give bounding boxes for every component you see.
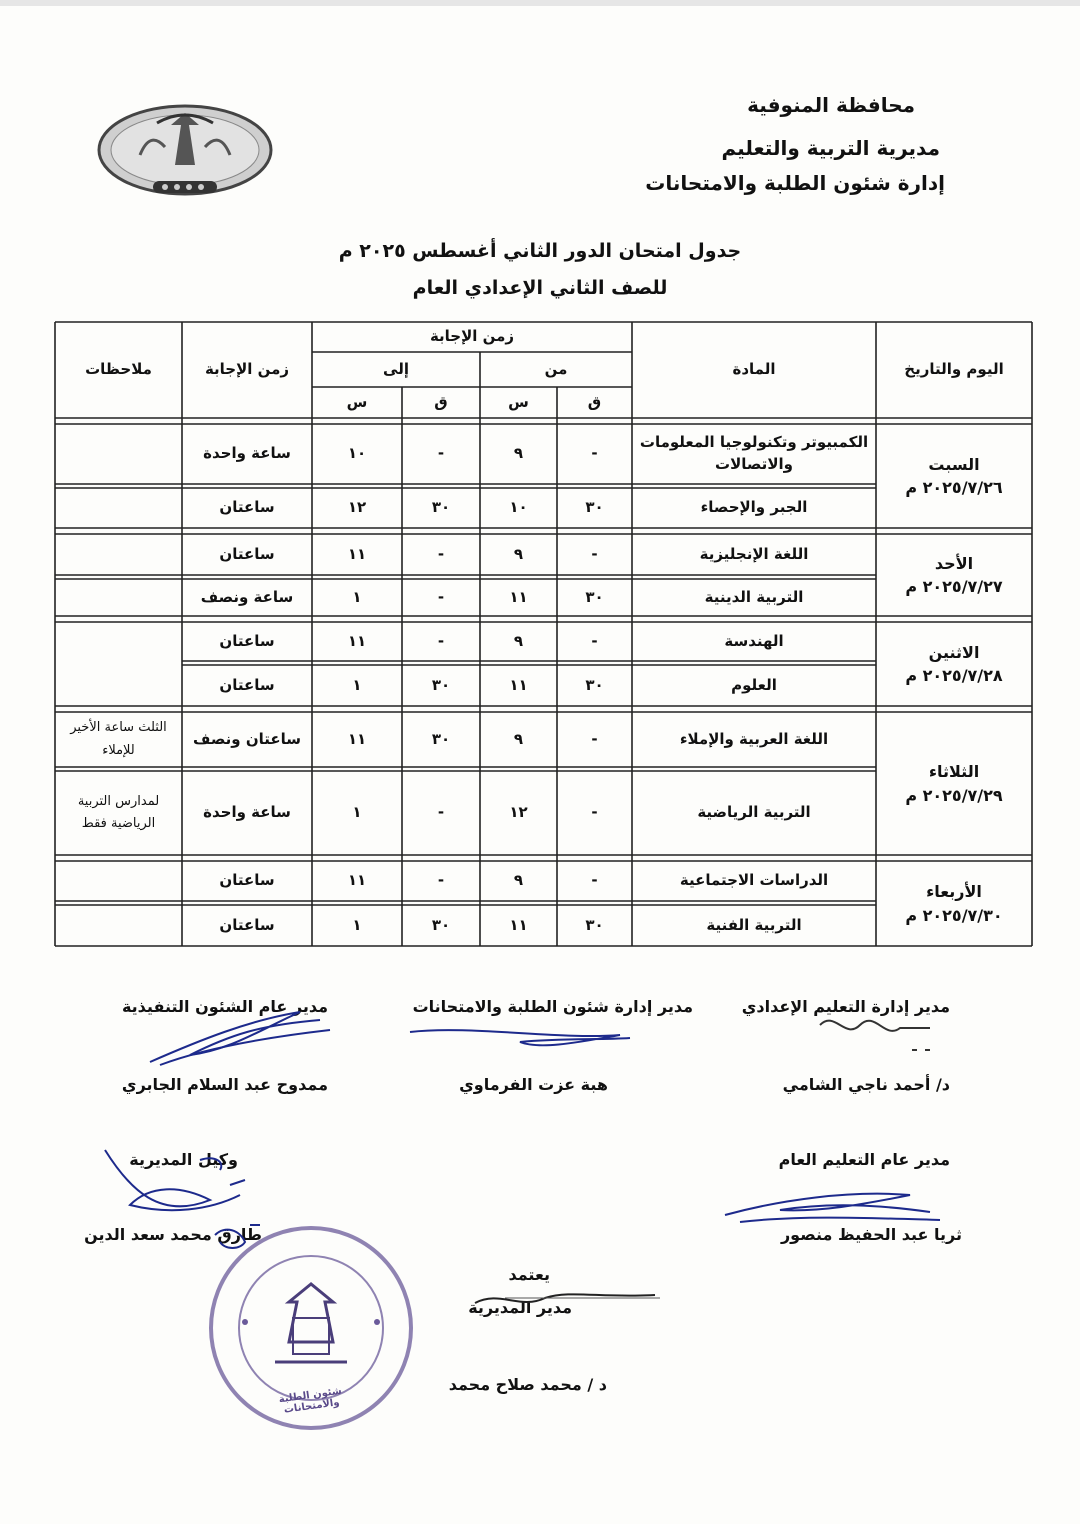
subject-cell: التربية الرياضية — [697, 803, 811, 822]
to-hours-cell: ١١ — [347, 631, 367, 650]
governorate-label: محافظة المنوفية — [747, 93, 915, 117]
header-to-hours: س — [346, 392, 368, 411]
subject-cell: اللغة العربية والإملاء — [679, 729, 829, 748]
duration-cell: ساعتان ونصف — [193, 729, 302, 748]
notes-cell — [55, 424, 182, 484]
to-hours-cell: ١ — [352, 675, 362, 694]
director-signature-scribble — [475, 1294, 655, 1303]
to-hours-cell: ١ — [352, 915, 362, 934]
students-director-title: مدير إدارة شئون الطلبة والامتحانات — [412, 997, 693, 1016]
duration-cell: ساعتان — [219, 915, 275, 934]
students-director-name: هبة عزت الفرماوي — [459, 1075, 608, 1094]
official-stamp — [205, 1222, 417, 1434]
schedule-subtitle: للصف الثاني الإعدادي العام — [412, 277, 668, 299]
from-minutes-cell: - — [591, 803, 598, 822]
notes-cell — [55, 488, 182, 528]
from-minutes-cell: - — [591, 444, 598, 463]
to-hours-cell: ١١ — [347, 544, 367, 563]
to-hours-cell: ١٢ — [347, 498, 367, 517]
director-title: مدير المديرية — [468, 1298, 572, 1317]
day-cell — [876, 622, 1032, 706]
prep-signature-scribble — [820, 1021, 930, 1031]
subject-cell: التربية الفنية — [706, 915, 802, 934]
from-minutes-cell: - — [591, 871, 598, 890]
subject-cell: العلوم — [731, 675, 777, 694]
day-date: ٢٠٢٥/٧/٢٦ م — [905, 478, 1003, 497]
from-minutes-cell: ٣٠ — [585, 587, 604, 606]
signatures-ink — [0, 980, 1080, 1420]
from-minutes-cell: - — [591, 631, 598, 650]
day-name: السبت — [928, 454, 980, 474]
to-minutes-cell: - — [437, 444, 445, 463]
duration-cell: ساعتان — [219, 544, 275, 563]
to-hours-cell: ١١ — [347, 871, 367, 890]
to-hours-cell: ١٠ — [347, 444, 367, 463]
exec-director-name: ممدوح عبد السلام الجابري — [121, 1075, 328, 1094]
day-cell — [876, 534, 1032, 616]
exec-signature-scribble — [150, 1012, 320, 1062]
general-director-title: مدير عام التعليم العام — [778, 1150, 950, 1169]
from-minutes-cell: ٣٠ — [585, 915, 604, 934]
general-signature-scribble — [725, 1194, 930, 1215]
header-day-date: اليوم والتاريخ — [904, 360, 1004, 379]
day-name: الأحد — [934, 553, 974, 573]
day-date: ٢٠٢٥/٧/٢٧ م — [905, 577, 1003, 596]
duration-cell: ساعة واحدة — [203, 803, 291, 822]
from-minutes-cell: ٣٠ — [585, 498, 604, 517]
from-minutes-cell: - — [591, 544, 598, 563]
from-hours-cell: ٩ — [513, 444, 524, 463]
subject-cell: التربية الدينية — [704, 587, 804, 606]
to-hours-cell: ١ — [352, 587, 362, 606]
from-hours-cell: ١٢ — [509, 803, 528, 822]
from-hours-cell: ٩ — [513, 871, 524, 890]
to-minutes-cell: ٣٠ — [431, 675, 451, 694]
to-minutes-cell: ٣٠ — [431, 498, 451, 517]
header-answer-time-group: زمن الإجابة — [429, 327, 515, 346]
department-label: إدارة شئون الطلبة والامتحانات — [645, 171, 945, 195]
notes-cell — [55, 579, 182, 616]
from-hours-cell: ١١ — [509, 915, 528, 934]
schedule-title: جدول امتحان الدور الثاني أغسطس ٢٠٢٥ م — [338, 240, 742, 262]
notes-cell — [55, 622, 182, 706]
to-minutes-cell: - — [437, 587, 445, 606]
deputy-signature-scribble — [105, 1150, 240, 1210]
subject-cell: الهندسة — [724, 631, 784, 650]
day-date: ٢٠٢٥/٧/٢٩ م — [905, 785, 1003, 805]
general-director-name: ثريا عبد الحفيظ منصور — [780, 1225, 962, 1244]
day-date: ٢٠٢٥/٧/٣٠ م — [905, 905, 1003, 925]
duration-cell: ساعتان — [219, 498, 275, 517]
header-duration: زمن الإجابة — [204, 360, 290, 379]
to-minutes-cell: ٣٠ — [431, 729, 451, 748]
subject-cell: الكمبيوتر وتكنولوجيا المعلومات والاتصالات — [639, 433, 869, 473]
to-minutes-cell: - — [437, 871, 445, 890]
prep-director-name: د/ أحمد ناجي الشامي — [782, 1075, 950, 1094]
header-from: من — [544, 359, 568, 378]
subject-cell: الجبر والإحصاء — [700, 498, 808, 517]
notes-cell: لمدارس التربية الرياضية فقط — [77, 793, 160, 831]
header-subject: المادة — [732, 360, 776, 379]
from-minutes-cell: - — [591, 729, 598, 748]
duration-cell: ساعتان — [219, 631, 275, 650]
notes-cell: الثلث ساعة الأخير للإملاء — [70, 720, 167, 758]
day-date: ٢٠٢٥/٧/٢٨ م — [905, 666, 1003, 685]
from-hours-cell: ٩ — [513, 631, 524, 650]
stamp-ring-text: شئون الطلبة والامتحانات — [278, 1385, 343, 1416]
from-hours-cell: ٩ — [513, 544, 524, 563]
exec-director-title: مدير عام الشئون التنفيذية — [121, 997, 328, 1016]
director-name: د / محمد صلاح محمد — [448, 1375, 607, 1394]
header-from-hours: س — [508, 392, 529, 411]
day-name: الأربعاء — [926, 882, 982, 902]
duration-cell: ساعتان — [219, 675, 275, 694]
to-hours-cell: ١١ — [347, 729, 367, 748]
prep-director-title: مدير إدارة التعليم الإعدادي — [741, 997, 950, 1016]
from-minutes-cell: ٣٠ — [585, 675, 604, 694]
header-to: إلى — [383, 359, 409, 378]
from-hours-cell: ١١ — [509, 675, 528, 694]
subject-cell: الدراسات الاجتماعية — [679, 871, 829, 890]
to-minutes-cell: ٣٠ — [431, 915, 451, 934]
deputy-name: طارق محمد سعد الدين — [84, 1225, 262, 1244]
duration-cell: ساعة واحدة — [203, 444, 291, 463]
to-minutes-cell: - — [437, 544, 445, 563]
duration-cell: ساعة ونصف — [200, 587, 294, 606]
approve-label: يعتمد — [508, 1265, 550, 1284]
subject-cell: اللغة الإنجليزية — [699, 544, 809, 563]
header-notes: ملاحظات — [85, 360, 152, 379]
from-hours-cell: ١٠ — [509, 498, 528, 517]
day-cell — [876, 712, 1032, 855]
to-hours-cell: ١ — [352, 803, 362, 822]
day-cell — [876, 424, 1032, 528]
day-name: الثلاثاء — [928, 762, 980, 782]
from-hours-cell: ٩ — [513, 729, 524, 748]
duration-cell: ساعتان — [219, 871, 275, 890]
directorate-label: مديرية التربية والتعليم — [721, 136, 940, 160]
header-from-minutes: ق — [587, 392, 602, 411]
to-minutes-cell: - — [437, 631, 445, 650]
students-signature-scribble — [410, 1030, 630, 1045]
from-hours-cell: ١١ — [509, 587, 528, 606]
day-name: الاثنين — [928, 642, 980, 662]
notes-cell — [55, 534, 182, 575]
deputy-title: وكيل المديرية — [129, 1150, 238, 1169]
to-minutes-cell: - — [437, 803, 445, 822]
notes-cell — [55, 861, 182, 901]
header-to-minutes: ق — [434, 392, 448, 411]
day-cell — [876, 861, 1032, 946]
notes-cell — [55, 905, 182, 946]
